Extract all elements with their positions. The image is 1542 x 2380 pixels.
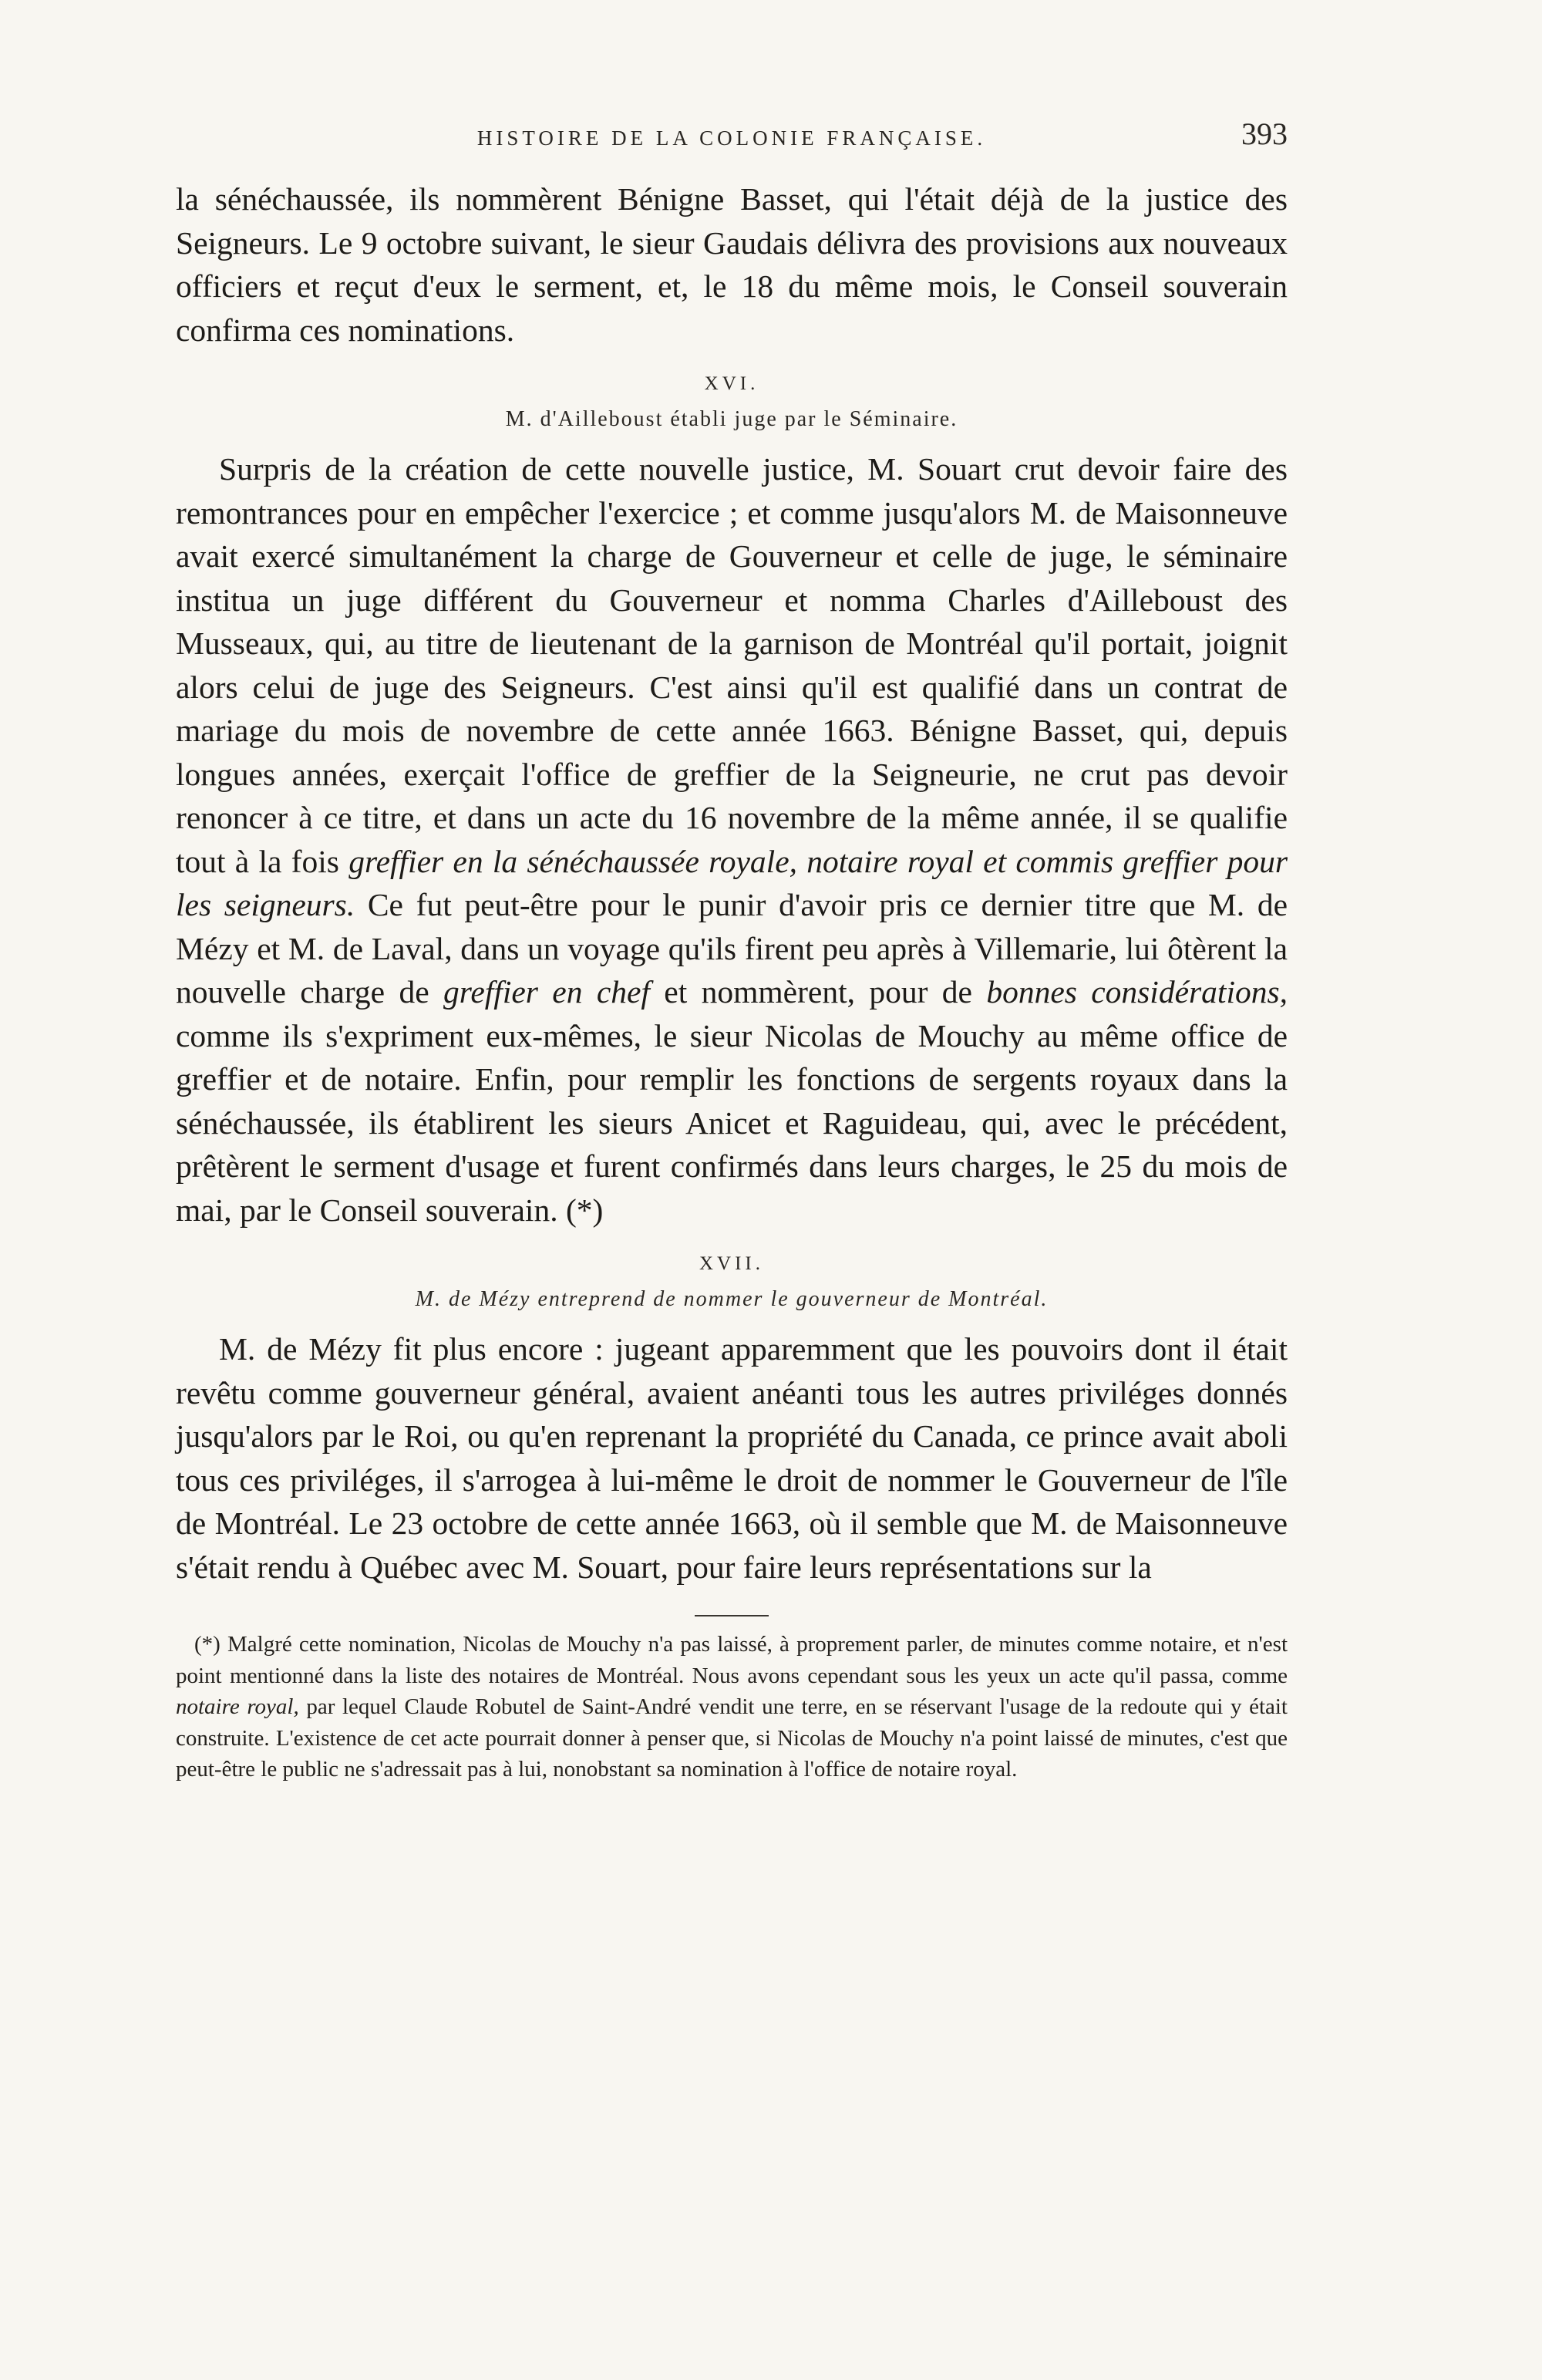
text-run: Ce fut peut-être pour le punir d'avoir pris ce dernier titre que M. de Mézy et M. de Laval, dans un voyage qu'ils firent peu après à Villemarie, lui ôtèrent la nouvelle charge de [176,887,1288,1010]
footnote-text: par lequel Claude Robutel de Saint-André vendit une terre, en se réservant l'usage de la redoute qui y était construite. L'existence de cet acte pourrait donner à penser que, si Nicolas de Mouchy n'a point laissé de minutes, c'est que peut-être le public ne s'adressait pas à lui, nonobstant sa nomination à l'office de notaire royal. [176,1694,1288,1782]
section-number-17: XVII. [699,1253,764,1274]
page-number: 393 [1241,116,1288,151]
section-title-17: M. de Mézy entreprend de nommer le gouverneur de Montréal. [415,1287,1049,1311]
text-run: et nommèrent, pour de [664,974,972,1010]
footnote [176,1629,1288,1785]
running-head [176,116,1288,177]
footnote-italic: notaire royal, [176,1694,299,1719]
running-title: HISTOIRE DE LA COLONIE FRANÇAISE. [476,126,987,150]
italic-run: bonnes considérations, [986,974,1288,1010]
paragraph-continuation: la sénéchaussée, ils nommèrent Bénigne Basset, qui l'était déjà de la justice des Seigneurs. Le 9 octobre suivant, le sieur Gaudais délivra des provisions aux nouveaux officiers et reçut d'eux le serment, et, le 18 du même mois, le Conseil souverain confirma ces nominations. [176,181,1288,348]
footnote-text: (*) Malgré cette nomination, Nicolas de Mouchy n'a pas laissé, à proprement parler, de minutes comme notaire, et n'est point mentionné dans la liste des notaires de Montréal. Nous avons cependant sous les yeux un acte qu'il passa, comme [176,1632,1288,1688]
italic-run: greffier en la sénéchaussée royale, notaire royal et commis greffier pour les seigneurs. [176,843,1288,922]
paragraph-section-17: M. de Mézy fit plus encore : jugeant apparemment que les pouvoirs dont il était revêtu comme gouverneur général, avaient anéanti tous les autres priviléges donnés jusqu'alors par le Roi, ou qu'en reprenant la propriété du Canada, ce prince avait aboli tous ces priviléges, il s'arrogea à lui-même le droit de nommer le Gouverneur de l'île de Montréal. Le 23 octobre de cette année 1663, où il semble que M. de Maisonneuve s'était rendu à Québec avec M. Souart, pour faire leurs représentations sur la [176,1331,1288,1585]
text-run: comme ils s'expriment eux-mêmes, le sieur Nicolas de Mouchy au même office de greffier et de notaire. Enfin, pour remplir les fonctions de sergents royaux dans la sénéchaussée, ils établirent les sieurs Anicet et Raguideau, qui, avec le précédent, prêtèrent le serment d'usage et furent confirmés dans leurs charges, le 25 du mois de mai, par le Conseil souverain. (*) [176,1017,1288,1228]
section-title-16: M. d'Ailleboust établi juge par le Séminaire. [505,407,958,431]
italic-run: greffier en chef [443,974,650,1010]
footnote-rule [695,1615,769,1616]
text-run: Surpris de la création de cette nouvelle justice, M. Souart crut devoir faire des remontrances pour en empêcher l'exercice ; et comme jusqu'alors M. de Maisonneuve avait exercé simultanément la charge de Gouverneur et celle de juge, le séminaire institua un juge différent du Gouverneur et nomma Charles d'Ailleboust des Musseaux, qui, au titre de lieutenant de la garnison de Montréal qu'il portait, joignit alors celui de juge des Seigneurs. C'est ainsi qu'il est qualifié dans un contrat de mariage du mois de novembre de cette année 1663. Bénigne Basset, qui, depuis longues années, exerçait l'office de greffier de la Seigneurie, ne crut pas devoir renoncer à ce titre, et dans un acte du 16 novembre de la même année, il se qualifie tout à la fois [176,451,1288,879]
paragraph-section-16 [176,447,1288,1232]
section-number-16: XVI. [704,373,759,394]
